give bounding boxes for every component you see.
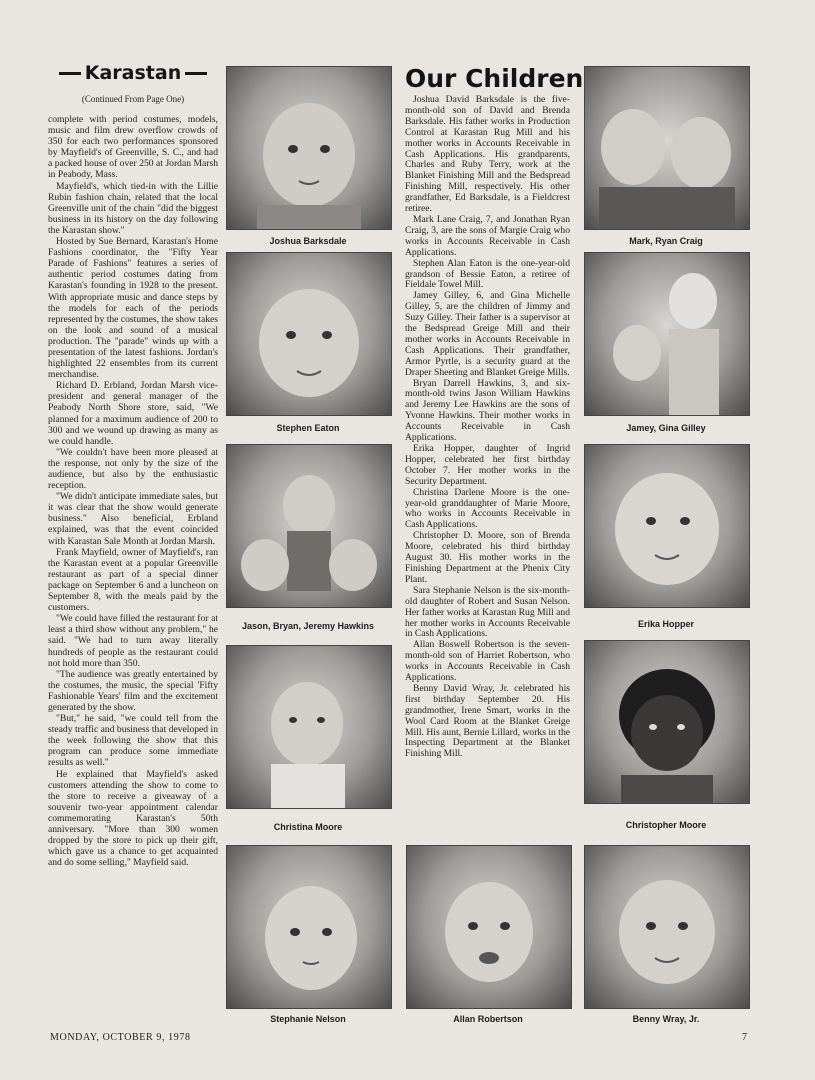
caption-christopher-moore: Christopher Moore xyxy=(625,820,707,830)
our-children-column xyxy=(405,64,584,760)
photo-stephen-eaton xyxy=(226,252,392,416)
child-entry: Sara Stephanie Nelson is the six-month-old daughter of Robert and Susan Nelson. Her father works at Karastan Rug Mill and her mother works in Accounts Receivable in Cash Applications. xyxy=(405,584,570,640)
photo-benny-wray xyxy=(584,845,750,1009)
caption-allan-robertson: Allan Robertson xyxy=(453,1014,523,1024)
children-group-icon xyxy=(585,253,749,415)
child-entry: Christopher D. Moore, son of Brenda Moore, celebrated his third birthday August 30. His mother works in the Finishing Department at the Phenix City Plant. xyxy=(405,530,570,585)
caption-erika-hopper: Erika Hopper xyxy=(637,619,695,629)
article-body xyxy=(48,114,218,868)
child-entry: Benny David Wray, Jr. celebrated his first birthday September 20. His grandmother, Irene Smart, works in the Wool Card Room at the Blanket Greige Mill. His aunt, Bernie Lillard, works in the Inspecting Department at the Blanket Finishing Mill. xyxy=(405,682,570,760)
article-paragraph: "We couldn't have been more pleased at the response, not only by the size of the audience, but also by the enthusiastic reception. xyxy=(48,446,218,492)
issue-date: MONDAY, OCTOBER 9, 1978 xyxy=(50,1032,191,1043)
child-entry: Jamey Gilley, 6, and Gina Michelle Gilley, 5, are the children of Jimmy and Suzy Gilley. Their father is a supervisor at the Bedspread Greige Mill and their mother works in Accounts Receivable in Cash Applications. Their grandfather, Armor Pyrtle, is a security guard at the Draper Sheeting and Blanket Greige Mills. xyxy=(405,290,570,378)
child-entry: Erika Hopper, daughter of Ingrid Hopper, celebrated her first birthday October 7. Her mother works in the Security Department. xyxy=(405,443,570,487)
photo-joshua-barksdale xyxy=(226,66,392,230)
child-entry: Bryan Darrell Hawkins, 3, and six-month-old twins Jason William Hawkins and Jeremy Lee Hawkins are the sons of Yvonne Hawkins. Their mother works in Accounts Receivable in Cash Applications. xyxy=(405,377,570,444)
page-number: 7 xyxy=(742,1032,747,1043)
article-paragraph: Hosted by Sue Bernard, Karastan's Home Fashions coordinator, the "Fifty Year Parade of Fashions" features a series of authentic period costumes dating from Karastan's founding in 1928 to the present. With appropriate music and dance steps by the models for each of the periods represented by the costumes, the show takes on the look and sound of a musical production. The "parade" winds up with a presentation of the latest fashions. Jordan's highlighted 22 ensembles from its current merchandise. xyxy=(48,236,218,381)
child-entry: Christina Darlene Moore is the one-year-old granddaughter of Marie Moore, who works in Accounts Receivable in Cash Applications. xyxy=(405,486,570,531)
caption-hawkins: Jason, Bryan, Jeremy Hawkins xyxy=(241,621,375,631)
children-group-icon xyxy=(585,67,749,229)
photo-hawkins-brothers xyxy=(226,444,392,608)
baby-portrait-icon xyxy=(585,846,749,1008)
caption-benny-wray: Benny Wray, Jr. xyxy=(632,1014,700,1024)
child-entry: Joshua David Barksdale is the five-month-old son of David and Brenda Barksdale. His father works in Production Control at Karastan Rug Mill and his mother works in Accounts Receivable in Cash Applications. His grandparents, Charles and Ruby Terry, work at the Blanket Finishing Mill and the Bedspread Finishing Mill, respectively. His other grandfather, Ed Barksdale, is a Fieldcrest retiree. xyxy=(405,94,570,215)
caption-christina-moore: Christina Moore xyxy=(273,822,343,832)
baby-portrait-icon xyxy=(227,67,391,229)
caption-jamey-gina-gilley: Jamey, Gina Gilley xyxy=(626,423,706,433)
baby-portrait-icon xyxy=(585,445,749,607)
photo-mark-ryan-craig xyxy=(584,66,750,230)
article-paragraph: Mayfield's, which tied-in with the Lillie Rubin fashion chain, related that the local Greenville unit of the chain "did the biggest business in its history on the day following the Karastan show." xyxy=(48,180,218,236)
kicker-rule-right xyxy=(185,72,207,75)
article-paragraph: "We could have filled the restaurant for at least a third show without any problem," he said. "We had to turn away literally hundreds of people as the restaurant could not hold more than 350. xyxy=(48,613,218,669)
child-entry: Allan Boswell Robertson is the seven-month-old son of Harriet Robertson, who works in Accounts Receivable in Cash Applications. xyxy=(405,639,570,684)
photo-christopher-moore xyxy=(584,640,750,804)
article-paragraph: "But," he said, "we could tell from the steady traffic and business that developed in the week following the show that this program can produce some immediate results as well." xyxy=(48,713,218,769)
continued-note: (Continued From Page One) xyxy=(81,94,185,104)
article-paragraph: Frank Mayfield, owner of Mayfield's, ran the Karastan event at a popular Greenville restaurant as part of a special dinner package on September 6 and a luncheon on September 8, with the meals paid by the customers. xyxy=(48,546,218,614)
caption-stephanie-nelson: Stephanie Nelson xyxy=(270,1014,346,1024)
photo-stephanie-nelson xyxy=(226,845,392,1009)
section-headline: Our Children xyxy=(405,64,584,93)
children-group-icon xyxy=(227,445,391,607)
article-paragraph: "We didn't anticipate immediate sales, but it was clear that the show would generate business." Also beneficial, Erbland explained, was that the event coincided with Karastan Sale Month at Jordan Marsh. xyxy=(48,491,218,547)
kicker-title: Karastan xyxy=(84,62,182,84)
article-kicker xyxy=(48,62,218,84)
baby-portrait-icon xyxy=(407,846,571,1008)
baby-portrait-icon xyxy=(227,646,391,808)
kicker-rule-left xyxy=(59,72,81,75)
photo-allan-robertson xyxy=(406,845,572,1009)
child-entry: Mark Lane Craig, 7, and Jonathan Ryan Craig, 3, are the sons of Margie Craig who works in Accounts Receivable in Cash Applications. xyxy=(405,213,570,258)
child-entry: Stephen Alan Eaton is the one-year-old grandson of Bessie Eaton, a retiree of Fieldale Towel Mill. xyxy=(405,257,570,291)
baby-portrait-icon xyxy=(227,253,391,415)
caption-mark-ryan-craig: Mark, Ryan Craig xyxy=(629,236,703,246)
photo-erika-hopper xyxy=(584,444,750,608)
article-paragraph: Richard D. Erbland, Jordan Marsh vice-president and general manager of the Peabody North Shore store, said, "We planned for a maximum audience of 200 to 300 and we wound up drawing as many as we could handle. xyxy=(48,380,218,447)
baby-portrait-icon xyxy=(227,846,391,1008)
article-paragraph: He explained that Mayfield's asked customers attending the show to come to the store to receive a giveaway of a souvenir two-year appointment calendar commemorating Karastan's 50th anniversary. "More than 300 women dropped by the store to pick up their gift, which gave us a chance to get acquainted and do some selling," Mayfield said. xyxy=(48,768,218,869)
article-paragraph: complete with period costumes, models, music and film drew overflow crowds of 350 for each two performances sponsored by Mayfield's of Greenville, S. C., and had a packed house of over 250 at Jordan Marsh in Peabody, Mass. xyxy=(48,114,218,181)
photo-christina-moore xyxy=(226,645,392,809)
child-portrait-icon xyxy=(585,641,749,803)
caption-stephen-eaton: Stephen Eaton xyxy=(276,423,340,433)
photo-jamey-gina-gilley xyxy=(584,252,750,416)
article-paragraph: "The audience was greatly entertained by the costumes, the music, the special 'Fifty Fashionable Years' film and the excitement generated by the show. xyxy=(48,668,218,713)
caption-joshua-barksdale: Joshua Barksdale xyxy=(269,236,347,246)
karastan-article xyxy=(48,62,218,868)
